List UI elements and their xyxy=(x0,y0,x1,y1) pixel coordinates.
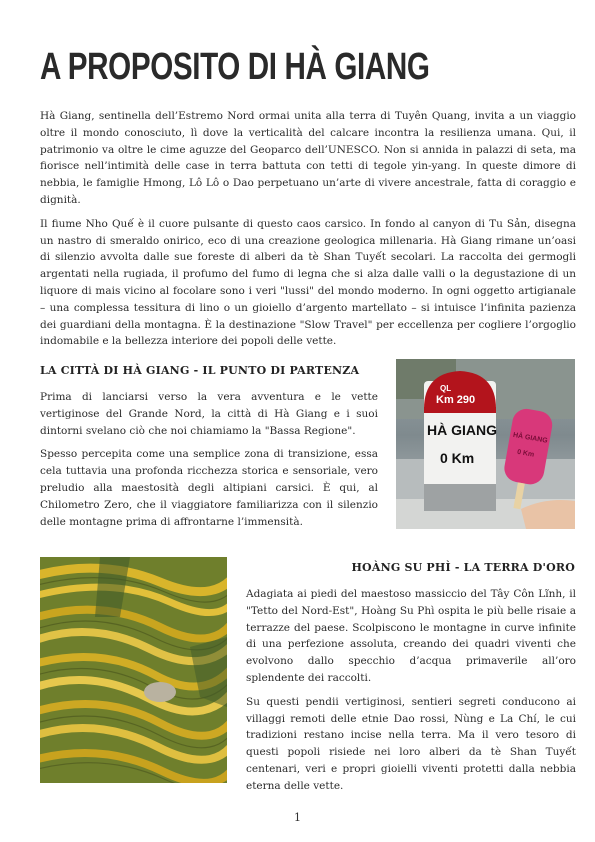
rice-terraces-illustration xyxy=(40,557,227,783)
section-body-ha-giang-city xyxy=(40,389,378,537)
section-paragraph: Spesso percepita come una semplice zona di transizione, essa cela tuttavia una profonda ricchezza storica e sensoriale, vero preludio alla maestosità degli altipiani carsici. È qui, al Chilometro Zero, che il viaggiatore familiarizza con il silenzio delle montagne prima di affrontarne l’immensità. xyxy=(40,448,378,528)
intro-paragraph: Il fiume Nho Quế è il cuore pulsante di questo caos carsico. In fondo al canyon di Tu Sản, disegna un nastro di smeraldo onirico, eco di una creazione geologica millenaria. Hà Giang rimane un’oasi di silenzio avvolta dalle sue foreste di alberi da tè Shan Tuyết secolari. La raccolta dei germogli argentati nella rugiada, il profumo del fumo di legna che si alza dalle valli o la degustazione di un liquore di mais vicino al focolare sono i veri "lussi" del mondo moderno. In ogni oggetto artigianale – una complessa tessitura di lino o un gioiello d’argento martellato – si intuisce l’infinita pazienza dei guardiani della montagna. È la destinazione "Slow Travel" per eccellenza per cogliere l’orgoglio indomabile e la bellezza interiore dei popoli delle vette. xyxy=(40,217,576,348)
section-paragraph: Adagiata ai piedi del maestoso massiccio del Tây Côn Lĩnh, il "Tetto del Nord-Est", Hoàng Su Phì ospita le più belle risaie a terrazze del paese. Scolpiscono le montagne in curve infinite di una perfezione assoluta, creando dei quadri viventi che evolvono dallo specchio d’acqua primaverile all’oro splendente dei raccolti. xyxy=(246,588,576,684)
milestone-text-ql: QL xyxy=(440,384,452,393)
milestone-illustration xyxy=(396,359,575,529)
page-number: 1 xyxy=(294,811,301,824)
milestone-text-km: Km 290 xyxy=(436,394,476,406)
section-paragraph: Su questi pendii vertiginosi, sentieri segreti conducono ai villaggi remoti delle etnie Dao rossi, Nùng e La Chí, le cui tradizioni restano incise nella terra. Ma il vero tesoro di questi popoli risiede nei loro alberi da tè Shan Tuyết centenari, veri e propri gioielli viventi protetti dalla nebbia eterna delle vette. xyxy=(246,695,576,792)
milestone-text-name: HÀ GIANG xyxy=(427,422,497,438)
intro-text xyxy=(40,108,576,357)
section-paragraph: Prima di lanciarsi verso la vera avventura e le vette vertiginose del Grande Nord, la città di Hà Giang e i suoi dintorni svelano ciò che noi chiamiamo la "Bassa Regione". xyxy=(40,391,378,437)
milestone-photo xyxy=(396,359,575,529)
section-title-ha-giang-city: LA CITTÀ DI HÀ GIANG - IL PUNTO DI PARTENZA xyxy=(40,364,360,377)
milestone-text-zero: 0 Km xyxy=(440,450,475,466)
ice-cream-text-zero: 0 Km xyxy=(516,448,535,459)
rice-terraces-photo xyxy=(40,557,227,783)
page-title: A PROPOSITO DI HÀ GIANG xyxy=(40,46,430,88)
ice-cream-text-name: HÀ GIANG xyxy=(512,431,549,445)
intro-paragraph: Hà Giang, sentinella dell’Estremo Nord ormai unita alla terra di Tuyên Quang, invita a un viaggio oltre il mondo conosciuto, lì dove la verticalità del calcare incontra la resilienza umana. Qui, il patrimonio va oltre le cime aguzze del Geoparco dell’UNESCO. Non si annida in palazzi di seta, ma fiorisce nell’intimità delle case in terra battuta con tetti di tegole yin-yang. In queste dimore di nebbia, le famiglie Hmong, Lô Lô o Dao perpetuano un’arte di vivere ancestrale, fatta di coraggio e dignità. xyxy=(40,110,576,206)
section-body-hoang-su-phi xyxy=(246,586,576,802)
section-title-hoang-su-phi: HOÀNG SU PHÌ - LA TERRA D'ORO xyxy=(351,561,575,574)
